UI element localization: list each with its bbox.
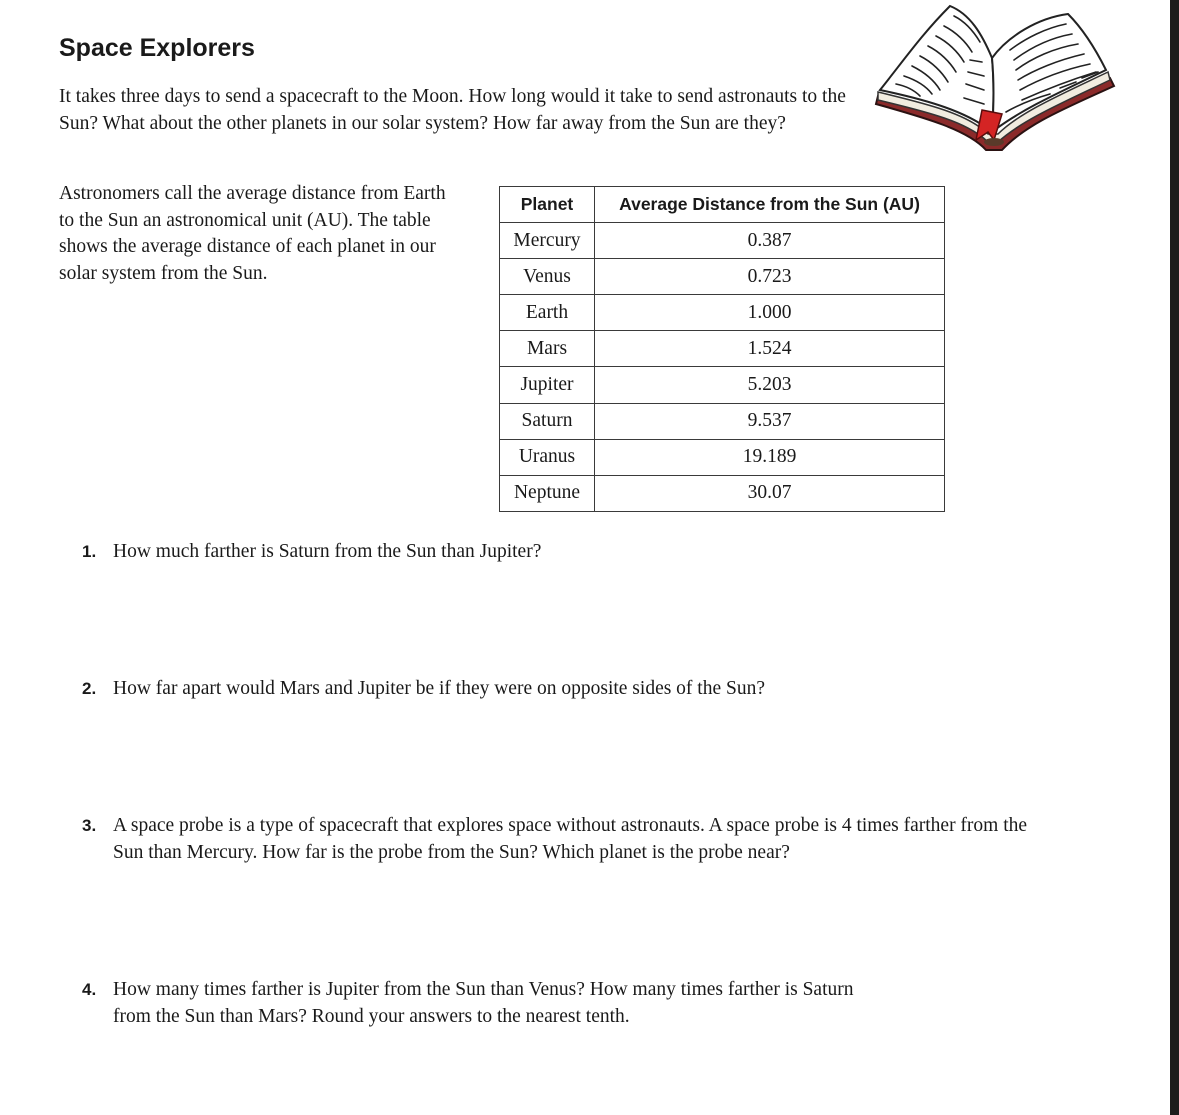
table-row [500,475,945,511]
table-row [500,223,945,259]
question-number: 1. [82,542,97,561]
question-3 [82,812,1042,866]
question-text: How far apart would Mars and Jupiter be if they were on opposite sides of the Sun? [113,678,766,699]
open-book-illustration [870,0,1118,168]
page-title: Space Explorers [59,34,255,62]
question-number: 3. [82,816,97,835]
planet-cell: Mars [500,331,595,367]
question-text: How much farther is Saturn from the Sun than Jupiter? [113,541,542,562]
planet-distance-table [499,186,945,512]
distance-cell: 9.537 [595,403,945,439]
planet-cell: Venus [500,259,595,295]
distance-cell: 19.189 [595,439,945,475]
question-1 [82,538,1042,565]
table-row [500,439,945,475]
question-number: 2. [82,679,97,698]
column-header-distance: Average Distance from the Sun (AU) [595,187,945,223]
distance-cell: 30.07 [595,475,945,511]
table-header-row [500,187,945,223]
question-4 [82,976,862,1030]
question-text: How many times farther is Jupiter from the Sun than Venus? How many times farther is Saturn from the Sun than Mars? Round your answers to the nearest tenth. [113,979,854,1027]
table-row [500,403,945,439]
column-header-planet: Planet [500,187,595,223]
table-row [500,367,945,403]
planet-cell: Jupiter [500,367,595,403]
planet-cell: Earth [500,295,595,331]
distance-cell: 0.387 [595,223,945,259]
question-2 [82,675,1042,702]
table-row [500,295,945,331]
planet-cell: Uranus [500,439,595,475]
distance-cell: 1.000 [595,295,945,331]
planet-cell: Saturn [500,403,595,439]
table-row [500,259,945,295]
intro-paragraph: It takes three days to send a spacecraft to the Moon. How long would it take to send astronauts to the Sun? What about the other planets in our solar system? How far away from the Sun are they? [59,86,846,134]
viewer-scrollbar[interactable] [1170,0,1179,1115]
planet-cell: Mercury [500,223,595,259]
question-text: A space probe is a type of spacecraft that explores space without astronauts. A space probe is 4 times farther from the Sun than Mercury. How far is the probe from the Sun? Which planet is the probe near? [113,815,1028,863]
book-spine-shadow [984,138,1004,146]
distance-cell: 0.723 [595,259,945,295]
planet-cell: Neptune [500,475,595,511]
question-number: 4. [82,980,97,999]
distance-cell: 5.203 [595,367,945,403]
au-explanation: Astronomers call the average distance from Earth to the Sun an astronomical unit (AU). The table shows the average distance of each planet in our solar system from the Sun. [59,183,446,284]
distance-cell: 1.524 [595,331,945,367]
table-row [500,331,945,367]
